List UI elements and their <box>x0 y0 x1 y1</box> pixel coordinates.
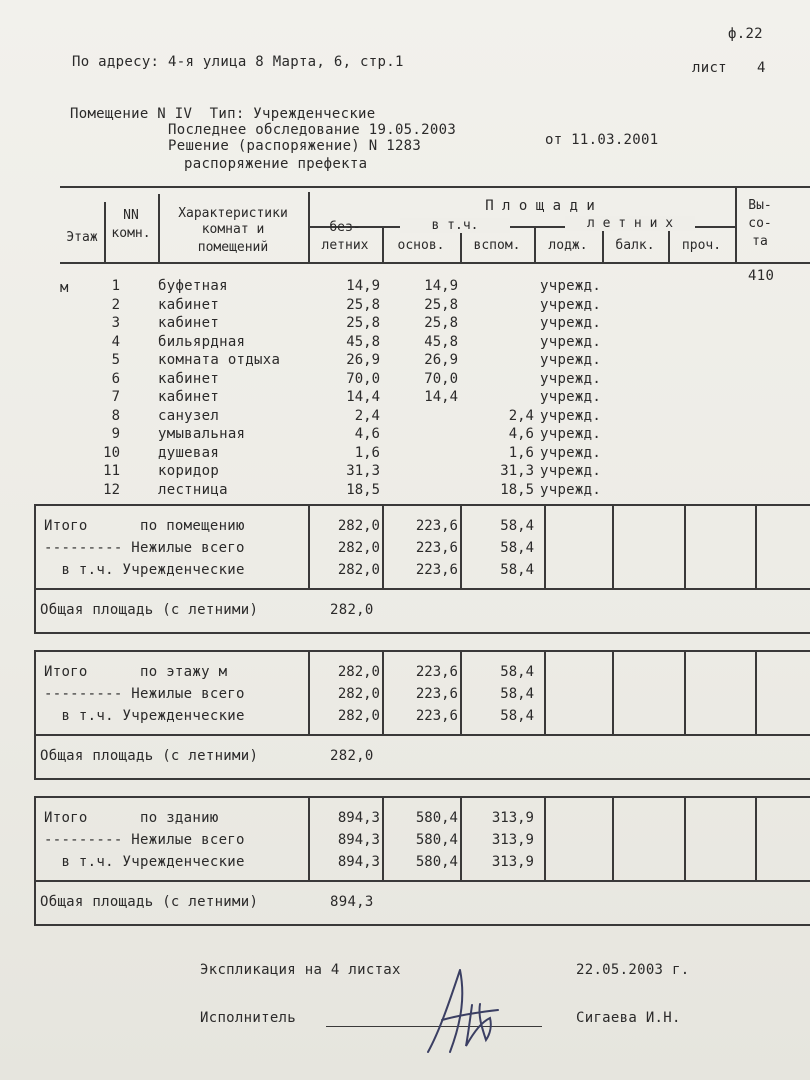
summary-main: 580,4 <box>415 832 458 848</box>
room-purpose: учрежд. <box>540 370 602 387</box>
room-number: 11 <box>103 463 120 479</box>
room-purpose: учрежд. <box>540 352 602 368</box>
room-area-main: 14,4 <box>424 389 458 405</box>
room-area-total: 26,9 <box>346 352 380 368</box>
summary-mid-rule <box>34 734 810 736</box>
room-area-main: 14,9 <box>424 278 458 294</box>
summary-total: 894,3 <box>337 854 380 870</box>
decision-date: от 11.03.2001 <box>545 132 659 148</box>
header-top-rule <box>60 186 810 188</box>
room-purpose: учрежд. <box>540 463 602 479</box>
sheet-number: 4 <box>757 60 766 76</box>
summary-label: в т.ч. Учрежденческие <box>44 708 245 724</box>
room-area-aux: 4,6 <box>508 426 534 442</box>
room-area-main: 70,0 <box>424 370 458 387</box>
summary-label: Итого по этажу м <box>44 664 228 680</box>
room-name: комната отдыха <box>158 352 281 368</box>
room-number: 8 <box>111 407 120 424</box>
room-name: буфетная <box>158 278 228 294</box>
room-area-total: 70,0 <box>346 370 380 387</box>
room-purpose: учрежд. <box>540 426 602 442</box>
room-area-total: 4,6 <box>354 426 380 442</box>
col-balcony: балк. <box>615 238 655 253</box>
col-area-aux: вспом. <box>473 238 521 253</box>
room-area-main: 25,8 <box>424 315 458 331</box>
form-number: ф.22 <box>728 26 763 42</box>
summary-aux: 58,4 <box>500 540 534 556</box>
explication-date: 22.05.2003 г. <box>576 962 690 978</box>
col-other: проч. <box>681 238 722 253</box>
summary-main: 223,6 <box>415 708 458 724</box>
room-name: кабинет <box>158 315 220 331</box>
header-bottom-rule <box>60 262 810 264</box>
summary-total: 282,0 <box>337 518 380 534</box>
room-area-total: 18,5 <box>346 481 380 498</box>
summary-main: 223,6 <box>415 562 458 578</box>
room-number: 3 <box>111 315 120 331</box>
decision-number: Решение (распоряжение) N 1283 <box>168 138 422 154</box>
summary-aux: 313,9 <box>491 854 534 870</box>
summary-total: 282,0 <box>337 686 380 702</box>
summary-label: в т.ч. Учрежденческие <box>44 854 245 870</box>
room-number: 6 <box>111 370 120 387</box>
summary-main: 223,6 <box>415 540 458 556</box>
summary-top-rule <box>34 504 810 506</box>
summary-aux: 58,4 <box>500 686 534 702</box>
room-area-total: 45,8 <box>346 333 380 350</box>
room-area-total: 31,3 <box>346 463 380 479</box>
summary-aux: 313,9 <box>491 810 534 826</box>
room-number: 4 <box>111 333 120 350</box>
col-floor: Этаж <box>66 230 98 245</box>
room-area-total: 2,4 <box>354 407 380 424</box>
room-purpose: учрежд. <box>540 444 602 461</box>
room-name: санузел <box>158 407 220 424</box>
col-area-total: летних <box>321 238 369 253</box>
room-number: 9 <box>111 426 120 442</box>
room-number: 10 <box>103 444 120 461</box>
room-purpose: учрежд. <box>540 333 602 350</box>
summary-bottom-rule <box>34 924 810 926</box>
summary-aux: 58,4 <box>500 518 534 534</box>
summary-top-rule <box>34 796 810 798</box>
room-area-main: 45,8 <box>424 333 458 350</box>
summary-aux: 313,9 <box>491 832 534 848</box>
room-name: бильярдная <box>158 333 246 350</box>
room-purpose: учрежд. <box>540 315 602 331</box>
summary-mid-rule <box>34 880 810 882</box>
height-value: 410 <box>748 268 775 284</box>
room-purpose: учрежд. <box>540 296 602 313</box>
address: По адресу: 4-я улица 8 Марта, 6, стр.1 <box>72 54 404 70</box>
summary-main: 223,6 <box>415 686 458 702</box>
last-survey: Последнее обследование 19.05.2003 <box>168 122 457 138</box>
room-area-total: 14,4 <box>346 389 380 405</box>
room-purpose: учрежд. <box>540 278 602 294</box>
summary-aux: 58,4 <box>500 664 534 680</box>
room-number: 1 <box>111 278 120 294</box>
executor-label: Исполнитель <box>200 1010 297 1026</box>
room-area-aux: 1,6 <box>508 444 534 461</box>
overall-area-value: 282,0 <box>330 748 374 764</box>
summary-label: Итого по помещению <box>44 518 245 534</box>
summary-label: --------- Нежилые всего <box>44 832 245 848</box>
overall-area-value: 894,3 <box>330 894 374 910</box>
floor-code: м <box>60 280 69 296</box>
handwritten-signature <box>420 960 520 1060</box>
room-name: кабинет <box>158 370 220 387</box>
room-name: умывальная <box>158 426 246 442</box>
summary-label: --------- Нежилые всего <box>44 686 245 702</box>
summary-label: Итого по зданию <box>44 810 219 826</box>
overall-area-label: Общая площадь (с летними) <box>40 894 259 910</box>
summary-label: --------- Нежилые всего <box>44 540 245 556</box>
summary-bottom-rule <box>34 778 810 780</box>
decision-source: распоряжение префекта <box>184 156 368 172</box>
summary-bottom-rule <box>34 632 810 634</box>
summary-total: 282,0 <box>337 708 380 724</box>
room-area-aux: 18,5 <box>500 481 534 498</box>
room-number: 2 <box>111 296 120 313</box>
room-area-aux: 31,3 <box>500 463 534 479</box>
document-page: ф.22 По адресу: 4-я улица 8 Марта, 6, стр.1 лист 4 Помещение N IV Тип: Учрежденческие Последнее обследование 19.05.2003 Решение (распоряжение) N 1283 от 11.03.2001 распоряжение префекта Этаж NN комн. Характеристики комнат и помещений П л о щ а д и без- летних в т.ч. основ. вспом. л е т н и х лодж. балк. проч. Вы- со- та м 410 1 буфетная 14,9 14,9 учрежд. 2 кабинет 25,8 25,8 учрежд. 3 кабинет 25,8 25,8 учрежд. 4 бильярдная 45,8 45,8 учрежд. 5 комната отдыха 26,9 26,9 учрежд. 6 кабинет 70,0 70,0 учрежд. 7 кабинет 14,4 14,4 учрежд. 8 санузел 2,4 2,4 учрежд. 9 умывальная 4,6 4,6 учрежд. 10 душевая 1,6 1,6 учрежд. 11 коридор 31,3 31,3 учрежд. 12 лестница 18,5 18,5 учрежд. Итого по помещению 282,0 223,6 58,4 --------- Нежилые всего 282,0 223,6 58,4 в т.ч. Учрежденческие 282,0 223,6 58,4 Общая площадь (с летними) 282,0 Итого по этажу м 282,0 223,6 58,4 --------- Нежилые всего 282,0 223,6 58,4 в т.ч. Учрежденческие 282,0 223,6 58,4 Общая площадь (с летними) 282,0 Итого по зданию 894,3 580,4 313,9 --------- Нежилые всего 894,3 580,4 313,9 в т.ч. Учрежденческие 894,3 580,4 313,9 Общая площадь (с летними) 894,3 Экспликация на 4 листах 22.05.2003 г. Исполнитель Сигаева И.Н. <box>0 0 810 1080</box>
room-number: 5 <box>111 352 120 368</box>
room-name: коридор <box>158 463 220 479</box>
room-area-total: 1,6 <box>354 444 380 461</box>
room-purpose: учрежд. <box>540 481 602 498</box>
col-height: Вы- <box>748 198 772 213</box>
sheet-label: лист <box>692 60 727 76</box>
summary-total: 894,3 <box>337 832 380 848</box>
col-loggia: лодж. <box>548 238 588 253</box>
summary-total: 282,0 <box>337 540 380 556</box>
col-characteristics: Характеристики <box>178 206 288 221</box>
room-name: кабинет <box>158 389 220 405</box>
room-purpose: учрежд. <box>540 389 602 405</box>
room-area-total: 25,8 <box>346 315 380 331</box>
col-areas: П л о щ а д и <box>485 198 595 214</box>
summary-label: в т.ч. Учрежденческие <box>44 562 245 578</box>
summary-total: 282,0 <box>337 664 380 680</box>
summary-aux: 58,4 <box>500 708 534 724</box>
overall-area-label: Общая площадь (с летними) <box>40 602 259 618</box>
room-name: лестница <box>158 481 228 498</box>
summary-main: 223,6 <box>415 664 458 680</box>
room-name: кабинет <box>158 296 220 313</box>
summary-mid-rule <box>34 588 810 590</box>
overall-area-value: 282,0 <box>330 602 374 618</box>
summary-main: 223,6 <box>415 518 458 534</box>
room-area-total: 25,8 <box>346 296 380 313</box>
summary-main: 580,4 <box>415 810 458 826</box>
summary-total: 282,0 <box>337 562 380 578</box>
executor-name: Сигаева И.Н. <box>576 1010 681 1026</box>
col-room-number: комн. <box>111 226 151 241</box>
summary-top-rule <box>34 650 810 652</box>
room-purpose: учрежд. <box>540 407 602 424</box>
summary-aux: 58,4 <box>500 562 534 578</box>
overall-area-label: Общая площадь (с летними) <box>40 748 259 764</box>
col-area-main: основ. <box>397 238 445 253</box>
room-type-line: Помещение N IV Тип: Учрежденческие <box>70 106 376 122</box>
room-name: душевая <box>158 444 220 461</box>
room-area-main: 25,8 <box>424 296 458 313</box>
summary-main: 580,4 <box>415 854 458 870</box>
room-area-main: 26,9 <box>424 352 458 368</box>
summary-total: 894,3 <box>337 810 380 826</box>
room-area-aux: 2,4 <box>508 407 534 424</box>
explication-note: Экспликация на 4 листах <box>200 962 401 978</box>
room-number: 7 <box>111 389 120 405</box>
room-number: 12 <box>103 481 120 498</box>
room-area-total: 14,9 <box>346 278 380 294</box>
